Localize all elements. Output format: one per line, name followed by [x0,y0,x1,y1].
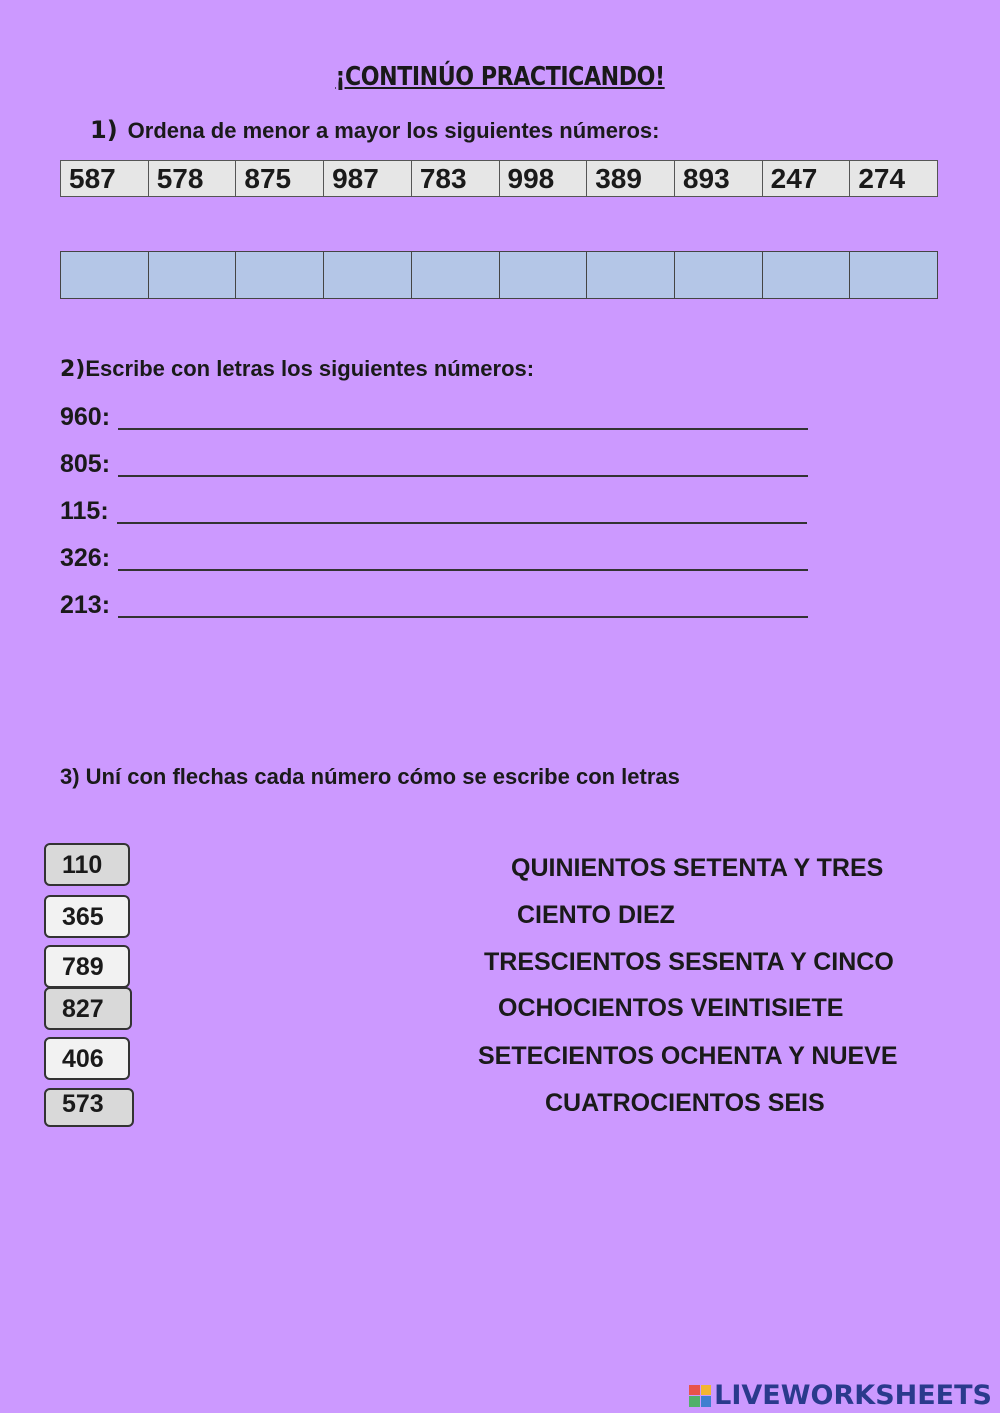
number-cell: 389 [587,161,675,196]
write-line-label: 115: [60,497,109,525]
write-line-input-115[interactable] [117,494,807,524]
question-2-text: Escribe con letras los siguientes números: [85,356,535,381]
match-word[interactable]: SETECIENTOS OCHENTA Y NUEVE [478,1042,898,1070]
numbers-table [60,160,938,197]
question-2-number: 2) [60,357,86,382]
answer-input-5[interactable] [412,252,499,298]
match-word[interactable]: TRESCIENTOS SESENTA Y CINCO [484,948,894,976]
liveworksheets-logo-icon [689,1385,711,1407]
write-line-input-960[interactable] [118,400,808,430]
number-cell: 274 [858,163,906,194]
match-word[interactable]: CIENTO DIEZ [517,901,675,929]
number-cell: 587 [61,161,149,196]
liveworksheets-logo[interactable] [689,1380,992,1411]
write-line [60,494,820,524]
answer-input-7[interactable] [587,252,674,298]
answer-input-6[interactable] [500,252,587,298]
answer-input-8[interactable] [675,252,762,298]
write-line-input-805[interactable] [118,447,808,477]
write-line-input-213[interactable] [118,588,808,618]
page-title: ¡CONTINÚO PRACTICANDO! [335,62,665,92]
match-number-box[interactable]: 789 [44,945,130,988]
write-line-label: 805: [60,450,111,478]
write-line [60,541,820,571]
write-line-label: 960: [60,403,111,431]
question-1-text: Ordena de menor a mayor los siguientes números: [127,118,660,143]
answer-input-9[interactable] [763,252,850,298]
write-line-label: 213: [60,591,111,619]
number-cell: 893 [675,161,763,196]
match-number-box[interactable]: 827 [44,987,132,1030]
question-1-number: 1) [90,116,118,144]
answer-input-10[interactable] [850,252,937,298]
liveworksheets-logo-text: LIVEWORKSHEETS [714,1380,992,1411]
match-word[interactable]: OCHOCIENTOS VEINTISIETE [498,994,844,1022]
question-3-heading: 3) Uní con flechas cada número cómo se escribe con letras [60,764,680,789]
write-line [60,588,820,618]
match-number-box[interactable]: 110 [44,843,130,886]
answer-input-1[interactable] [61,252,148,298]
answer-input-3[interactable] [236,252,323,298]
number-cell: 783 [412,161,500,196]
answer-input-2[interactable] [149,252,236,298]
question-2-heading [60,356,534,382]
match-word[interactable]: CUATROCIENTOS SEIS [545,1089,825,1117]
write-line-label: 326: [60,544,111,572]
number-cell: 998 [500,161,588,196]
number-cell: 247 [763,161,851,196]
match-number-box[interactable]: 406 [44,1037,130,1080]
answer-table [60,251,938,299]
write-line [60,447,820,477]
question-1-heading [90,116,660,144]
write-line [60,400,820,430]
match-number-box[interactable]: 365 [44,895,130,938]
match-number-box[interactable]: 573 [44,1088,134,1127]
number-cell: 875 [236,161,324,196]
match-word[interactable]: QUINIENTOS SETENTA Y TRES [511,854,884,882]
number-cell: 987 [324,161,412,196]
write-line-input-326[interactable] [118,541,808,571]
answer-input-4[interactable] [324,252,411,298]
number-cell: 578 [149,161,237,196]
